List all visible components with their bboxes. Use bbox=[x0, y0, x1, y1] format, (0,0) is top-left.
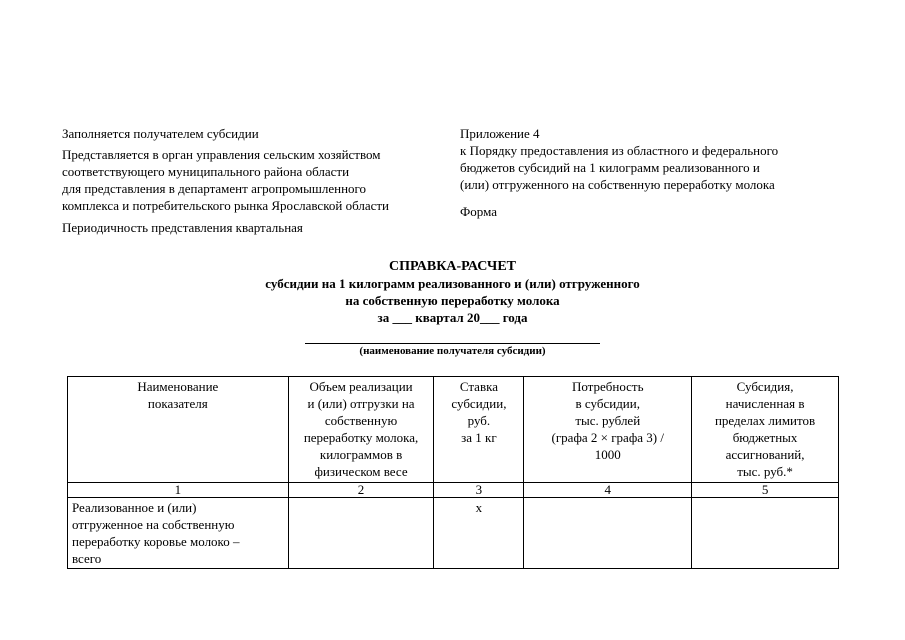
appendix-line3: (или) отгруженного на собственную переработку молока bbox=[460, 177, 775, 192]
appendix-block bbox=[460, 125, 880, 220]
appendix-line1: к Порядку предоставления из областного и федерального bbox=[460, 143, 779, 158]
subsidy-cell[interactable] bbox=[692, 498, 839, 569]
recipient-name-line bbox=[305, 343, 600, 344]
title-period: за ___ квартал 20___ года bbox=[377, 310, 528, 325]
appendix-line2: бюджетов субсидий на 1 килограмм реализованного и bbox=[460, 160, 760, 175]
recipient-instructions bbox=[62, 125, 452, 236]
calculation-table bbox=[67, 376, 839, 569]
need-cell[interactable] bbox=[524, 498, 692, 569]
column-number: 3 bbox=[434, 483, 524, 498]
submitted-to-line2: соответствующего муниципального района области bbox=[62, 164, 350, 179]
rate-cell: х bbox=[434, 498, 524, 569]
submitted-to-line4: комплекса и потребительского рынка Ярославской области bbox=[62, 198, 390, 213]
column-number: 5 bbox=[692, 483, 839, 498]
column-number: 1 bbox=[68, 483, 289, 498]
header-subsidy: Субсидия, начисленная в пределах лимитов бюджетных ассигнований, тыс. руб.* bbox=[692, 377, 839, 483]
recipient-name-label: (наименование получателя субсидии) bbox=[359, 345, 546, 357]
filled-by-text: Заполняется получателем субсидии bbox=[62, 126, 259, 141]
header-need: Потребность в субсидии, тыс. рублей (графа 2 × графа 3) / 1000 bbox=[524, 377, 692, 483]
header-indicator: Наименование показателя bbox=[68, 377, 289, 483]
submitted-to-line3: для представления в департамент агропромышленного bbox=[62, 181, 367, 196]
table-row bbox=[68, 498, 839, 569]
title-line3: на собственную переработку молока bbox=[345, 293, 560, 308]
row-label: Реализованное и (или) отгруженное на собственную переработку коровье молоко – всего bbox=[68, 498, 289, 569]
table-header-row bbox=[68, 377, 839, 483]
title-line2: субсидии на 1 килограмм реализованного и (или) отгруженного bbox=[265, 276, 640, 291]
appendix-number: Приложение 4 bbox=[460, 126, 540, 141]
document-title bbox=[0, 258, 905, 326]
column-number: 4 bbox=[524, 483, 692, 498]
volume-cell[interactable] bbox=[288, 498, 434, 569]
table-column-numbers bbox=[68, 483, 839, 498]
header-rate: Ставка субсидии, руб. за 1 кг bbox=[434, 377, 524, 483]
title-main: СПРАВКА-РАСЧЕТ bbox=[388, 259, 517, 274]
column-number: 2 bbox=[288, 483, 434, 498]
submitted-to-line1: Представляется в орган управления сельским хозяйством bbox=[62, 147, 381, 162]
periodicity-text: Периодичность представления квартальная bbox=[62, 220, 303, 235]
form-label: Форма bbox=[460, 204, 497, 219]
header-volume: Объем реализации и (или) отгрузки на собственную переработку молока, килограммов в физическом весе bbox=[288, 377, 434, 483]
